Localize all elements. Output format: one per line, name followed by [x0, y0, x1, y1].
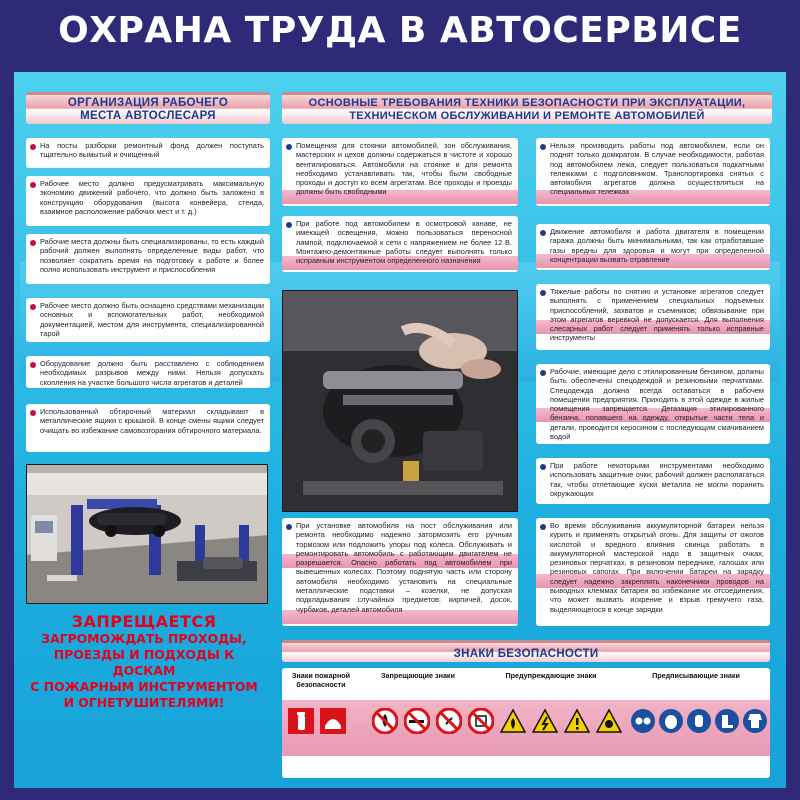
sign-group-warning: Предупреждающие знаки — [505, 671, 597, 680]
wear-mask-icon — [658, 708, 684, 734]
right-item-2 — [536, 224, 770, 270]
forbid-line: С ПОЖАРНЫМ ИНСТРУМЕНТОМ — [30, 679, 258, 694]
left-item-1 — [26, 138, 270, 168]
left-item-text: Использованный обтирочный материал складывают в металлические ящики с крышкой. В конце смены ящики следует очищать во избежание самовозгорания обтирочного материала. — [40, 407, 264, 435]
right-item-text: При работе некоторыми инструментами необходимо использовать защитные очки; рабочий должен располагаться так, чтобы отлетающие куски металла не могли поранить окружающих — [550, 461, 764, 498]
left-item-text: Рабочие места должны быть специализированы, то есть каждый рабочий должен выполнять определенные виды работ, что позволяет сократить время на подготовку к работе и более полно использовать инструмент и приспособления — [40, 237, 264, 274]
forbid-notice — [22, 612, 266, 784]
right-item-5 — [536, 458, 770, 504]
left-section-header — [26, 92, 270, 124]
no-entry-icon — [468, 708, 494, 734]
general-warning-icon — [564, 708, 590, 734]
main-header-line1: ОСНОВНЫЕ ТРЕБОВАНИЯ ТЕХНИКИ БЕЗОПАСНОСТИ ПРИ ЭКСПЛУАТАЦИИ, — [308, 97, 746, 109]
left-item-5 — [26, 356, 270, 388]
garage-photo — [26, 464, 268, 604]
safety-signs-panel — [282, 668, 770, 778]
left-header-line1: ОРГАНИЗАЦИЯ РАБОЧЕГО — [67, 97, 229, 109]
fire-extinguisher-icon — [288, 708, 314, 734]
engine-photo — [282, 290, 518, 512]
toxic-icon — [596, 708, 622, 734]
engine-photo-illustration — [283, 291, 518, 512]
right-item-text: Рабочие, имеющие дело с этилированным бензином, должны быть обеспечены спецодеждой и резиновыми перчатками. Спецодежда должна всегда оставаться в рабочем помещении предприятия. Приходить в этой одежде в жилые помещения запрещается. Дегазация этилированного бензина, попавшего на одежду, открытые части тела и детали, проводится керосином с последующим смачиванием водой — [550, 367, 764, 442]
sign-group-fire: Знаки пожарной безопасности — [291, 671, 351, 689]
right-item-4 — [536, 364, 770, 444]
wear-boots-icon — [714, 708, 740, 734]
fire-alarm-icon — [320, 708, 346, 734]
garage-photo-illustration — [27, 465, 268, 604]
no-smoking-icon — [404, 708, 430, 734]
right-item-text: Нельзя производить работы под автомобилем, если он поднят только домкратом. В случае необходимости, работая под автомобилем лежа, следует пользоваться подкатными тележками с подголовником. Транспортировка снятых с автомобиля агрегатов должна осуществляться на специальных тележках — [550, 141, 764, 197]
sign-group-mandatory: Предписывающие знаки — [652, 671, 740, 680]
page-title: ОХРАНА ТРУДА В АВТОСЕРВИСЕ — [58, 10, 742, 51]
right-item-6 — [536, 518, 770, 626]
signs-header — [282, 640, 770, 662]
forbid-heading: ЗАПРЕЩАЕТСЯ — [71, 612, 217, 631]
left-item-4 — [26, 298, 270, 342]
wear-gloves-icon — [686, 708, 712, 734]
forbid-line: ПРОЕЗДЫ И ПОДХОДЫ К ДОСКАМ — [53, 647, 235, 678]
left-item-text: На посты разборки ремонтный фонд должен поступать тщательно вымытый и очищенный — [40, 141, 264, 160]
left-item-2 — [26, 176, 270, 226]
left-item-6 — [26, 404, 270, 452]
sign-group-prohibit: Запрещающие знаки — [381, 671, 455, 680]
forbid-line: ЗАГРОМОЖДАТЬ ПРОХОДЫ, — [41, 631, 247, 646]
mid-item-text: При установке автомобиля на пост обслуживания или ремонта необходимо надежно затормозить его ручным тормозом или подложить упоры под колеса. Обслуживать и ремонтировать автомобиль с работающим двигателем не разрешается. Опасно работать под автомобилем при вывешенных колесах. Поэтому поднятую часть или сторону автомобиля необходимо установить на специальные металлические подставки – козелки, не допуская подкладывания случайных предметов: кирпичей, досок, чурбаков, деталей автомобиля — [296, 521, 512, 614]
mid-item-text: Помещения для стоянки автомобилей, зон обслуживания, мастерских и цехов должны содержаться в чистоте и хорошо вентилироваться. Автомобили на стоянке и для ремонта необходимо устанавливать так, чтобы были свободные проходы и доступ ко всем агрегатам. Все проходы и проезды должны быть свободными — [296, 141, 512, 197]
main-section-header — [282, 92, 772, 124]
no-open-flame-icon — [372, 708, 398, 734]
main-header-line2: ТЕХНИЧЕСКОМ ОБСЛУЖИВАНИИ И РЕМОНТЕ АВТОМОБИЛЕЙ — [349, 110, 705, 122]
mid-item-3 — [282, 518, 518, 626]
wear-overalls-icon — [742, 708, 768, 734]
left-item-text: Рабочее место должно быть оснащено средствами механизации основных и вспомогательных работ, необходимой документацией, местом для инструмента, специализированной тарой — [40, 301, 264, 338]
left-header-line2: МЕСТА АВТОСЛЕСАРЯ — [80, 110, 216, 122]
forbid-line: И ОГНЕТУШИТЕЛЯМИ! — [63, 695, 225, 710]
right-item-text: Во время обслуживания аккумуляторной батареи нельзя курить и применять открытый огонь. Для защиты от ожогов кислотой и вредного влияния свинца работать в аккумуляторной мастерской надо в защитных очках, резиновых перчатках, в резиновом переднике, галошах или резиновых сапогах. При включении батареи на зарядку следует надежно закреплять наконечники проводов на выводных клеммах батареи во избежание их отсоединения, что может вызвать искрение и взрыв гремучего газа, выделяющегося в конце зарядки — [550, 521, 764, 614]
signs-header-text: ЗНАКИ БЕЗОПАСНОСТИ — [453, 648, 599, 660]
left-item-text: Оборудование должно быть расставлено с соблюдением необходимых разрывов между ними. Нельзя допускать скопления на участке большого числа агрегатов и деталей — [40, 359, 264, 387]
left-item-text: Рабочее место должно предусматривать максимальную экономию движений рабочего, что должно быть заложено в конструкцию оборудования (высота конвейера, стенда, взаимное расположение рабочих мест и т. д.) — [40, 179, 264, 216]
flammable-icon — [500, 708, 526, 734]
mid-item-1 — [282, 138, 518, 206]
wear-goggles-icon — [630, 708, 656, 734]
mid-item-2 — [282, 216, 518, 272]
mid-item-text: При работе под автомобилем в осмотровой канаве, не имеющей освещения, можно пользоваться переносной лампой, подключаемой к сети с напряжением не более 12 В. Монтажно-демонтажные работы следует выполнять только исправным инструментом определенного назначения — [296, 219, 512, 266]
no-extinguish-water-icon — [436, 708, 462, 734]
right-item-text: Тяжелые работы по снятию и установке агрегатов следует выполнять с применением специальных подъемных приспособлений, захватов и съемников; обвязывание при этом агрегатов веревкой не допускается. Для выполнения слесарных работ следует применять только исправные инструменты — [550, 287, 764, 343]
electric-hazard-icon — [532, 708, 558, 734]
right-item-text: Движение автомобиля и работа двигателя в помещении гаража должны быть минимальными, так как отработавшие газы вредны для здоровья и могут при определенной концентрации вызвать отравление — [550, 227, 764, 264]
left-item-3 — [26, 234, 270, 284]
right-item-1 — [536, 138, 770, 206]
right-item-3 — [536, 284, 770, 350]
